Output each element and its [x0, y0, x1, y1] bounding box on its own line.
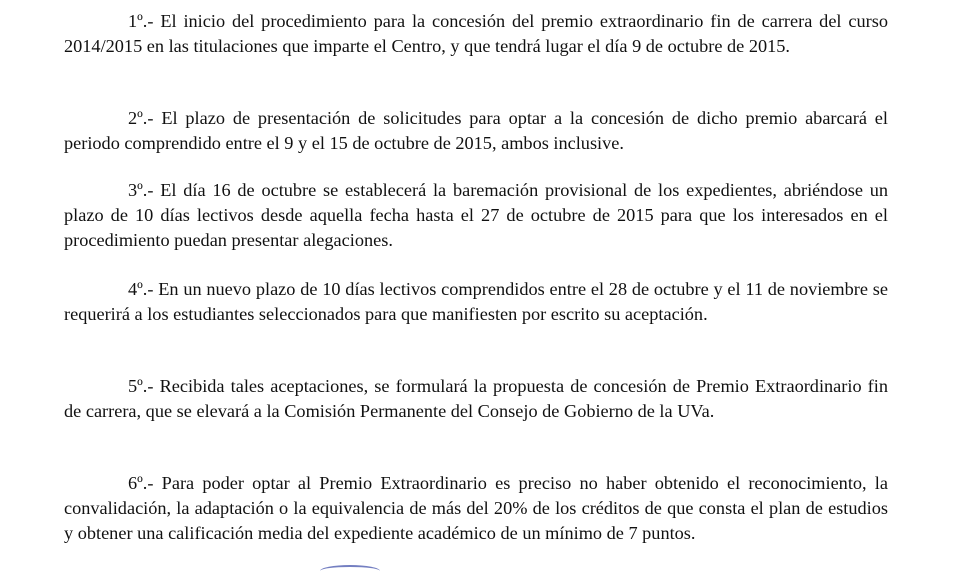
paragraph-number: 3º.- [128, 180, 154, 200]
paragraph-text: El plazo de presentación de solicitudes para optar a la concesión de dicho premio abarcará el periodo comprendido entre el 9 y el 15 de octubre de 2015, ambos inclusive. [64, 108, 888, 153]
paragraph-text: En un nuevo plazo de 10 días lectivos comprendidos entre el 28 de octubre y el 11 de noviembre se requerirá a los estudiantes seleccionados para que manifiesten por escrito su aceptación. [64, 279, 888, 324]
paragraph-4 [64, 277, 888, 327]
paragraph-3 [64, 178, 888, 253]
paragraph-text: Recibida tales aceptaciones, se formulará la propuesta de concesión de Premio Extraordinario fin de carrera, que se elevará a la Comisión Permanente del Consejo de Gobierno de la UVa. [64, 376, 888, 421]
paragraph-5 [64, 374, 888, 424]
paragraph-2 [64, 106, 888, 156]
paragraph-number: 4º.- [128, 279, 154, 299]
paragraph-6 [64, 471, 888, 546]
paragraph-text: El día 16 de octubre se establecerá la baremación provisional de los expedientes, abriéndose un plazo de 10 días lectivos desde aquella fecha hasta el 27 de octubre de 2015 para que los interesados en el procedimiento puedan presentar alegaciones. [64, 180, 888, 250]
paragraph-number: 1º.- [128, 11, 154, 31]
paragraph-text: Para poder optar al Premio Extraordinario es preciso no haber obtenido el reconocimiento, la convalidación, la adaptación o la equivalencia de más del 20% de los créditos de que consta el plan de estudios y obtener una calificación media del expediente académico de un mínimo de 7 puntos. [64, 473, 889, 543]
stamp-edge [320, 565, 380, 577]
paragraph-number: 6º.- [128, 473, 154, 493]
paragraph-number: 5º.- [128, 376, 154, 396]
paragraph-1 [64, 9, 888, 59]
paragraph-number: 2º.- [128, 108, 154, 128]
paragraph-text: El inicio del procedimiento para la concesión del premio extraordinario fin de carrera del curso 2014/2015 en las titulaciones que imparte el Centro, y que tendrá lugar el día 9 de octubre de 2015. [64, 11, 888, 56]
